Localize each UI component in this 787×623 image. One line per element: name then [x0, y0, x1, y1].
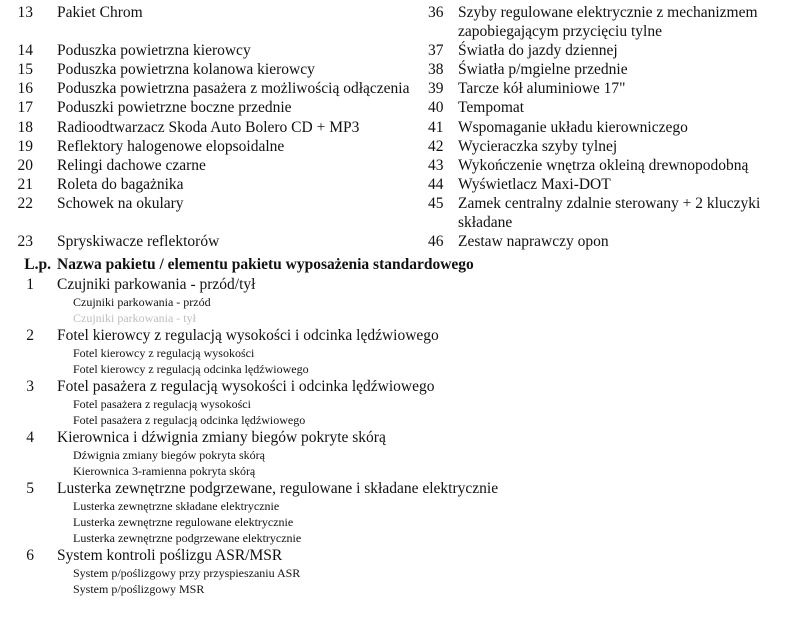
item-number: 42 — [428, 137, 444, 155]
package-name: Fotel pasażera z regulacją wysokości i odcinka lędźwiowego — [57, 378, 435, 396]
package-element: Lusterka zewnętrzne składane elektrycznie — [73, 499, 280, 514]
item-name: Światła p/mgielne przednie — [458, 60, 628, 78]
item-number: 17 — [17, 99, 33, 117]
item-name: Poduszka powietrzna kolanowa kierowcy — [57, 60, 315, 78]
item-name: Zestaw naprawczy opon — [458, 233, 609, 251]
item-name: Relingi dachowe czarne — [57, 156, 206, 174]
package-item — [0, 546, 787, 565]
table-row — [0, 99, 787, 118]
item-name: Reflektory halogenowe elopsoidalne — [57, 137, 285, 155]
package-element: Lusterka zewnętrzne podgrzewane elektrycznie — [73, 531, 302, 546]
package-number: 6 — [26, 547, 34, 565]
item-name: Wykończenie wnętrza okleiną drewnopodobną — [458, 156, 749, 174]
item-name: Schowek na okulary — [57, 195, 184, 213]
item-number: 41 — [428, 118, 444, 136]
item-number: 19 — [17, 137, 33, 155]
item-number: 22 — [17, 195, 33, 213]
item-number: 37 — [428, 41, 444, 59]
item-number: 14 — [17, 41, 33, 59]
packages-header — [0, 255, 787, 275]
item-name: Wycieraczka szyby tylnej — [458, 137, 618, 155]
item-number: 45 — [428, 195, 444, 213]
table-row — [0, 233, 787, 252]
item-number: 18 — [17, 118, 33, 136]
item-name: Wspomaganie układu kierowniczego — [458, 118, 688, 136]
package-item — [0, 479, 787, 498]
table-row — [0, 195, 787, 233]
table-row — [0, 42, 787, 61]
item-name: Spryskiwacze reflektorów — [57, 233, 220, 251]
item-name: Światła do jazdy dziennej — [458, 41, 618, 59]
header-name: Nazwa pakietu / elementu pakietu wyposażenia standardowego — [57, 256, 474, 274]
item-name: Radioodtwarzacz Skoda Auto Bolero CD + MP3 — [57, 118, 360, 136]
item-number: 44 — [428, 176, 444, 194]
package-item — [0, 275, 787, 294]
package-item — [0, 377, 787, 396]
package-element: Lusterka zewnętrzne regulowane elektrycznie — [73, 515, 294, 530]
item-name: Pakiet Chrom — [57, 4, 143, 21]
item-name: Poduszka powietrzna kierowcy — [57, 41, 251, 59]
package-name: Kierownica i dźwignia zmiany biegów pokryte skórą — [57, 429, 386, 447]
packages-list — [0, 255, 787, 597]
table-row — [0, 61, 787, 80]
item-number: 23 — [17, 233, 33, 251]
item-number: 36 — [428, 4, 444, 21]
package-number: 1 — [26, 276, 34, 294]
package-element: Czujniki parkowania - tył — [73, 311, 196, 326]
package-element: Czujniki parkowania - przód — [73, 295, 211, 310]
item-name: Szyby regulowane elektrycznie z mechanizmem zapobiegającym przycięciu tylne — [458, 4, 758, 40]
package-number: 2 — [26, 327, 34, 345]
item-number: 20 — [17, 156, 33, 174]
package-element: Fotel pasażera z regulacją odcinka lędźwiowego — [73, 413, 306, 428]
package-number: 5 — [26, 480, 34, 498]
item-number: 13 — [17, 4, 33, 21]
package-item — [0, 428, 787, 447]
item-name: Poduszki powietrzne boczne przednie — [57, 99, 292, 117]
standard-equipment-table — [0, 4, 787, 252]
package-element: Fotel pasażera z regulacją wysokości — [73, 397, 251, 412]
item-number: 15 — [17, 60, 33, 78]
item-name: Tarcze kół aluminiowe 17" — [458, 80, 626, 98]
package-name: Lusterka zewnętrzne podgrzewane, regulowane i składane elektrycznie — [57, 480, 499, 498]
package-number: 4 — [26, 429, 34, 447]
item-name: Zamek centralny zdalnie sterowany + 2 kluczyki składane — [458, 195, 761, 231]
package-name: Fotel kierowcy z regulacją wysokości i odcinka lędźwiowego — [57, 327, 439, 345]
package-element: Fotel kierowcy z regulacją odcinka lędźwiowego — [73, 362, 309, 377]
item-name: Wyświetlacz Maxi-DOT — [458, 176, 611, 194]
item-name: Poduszka powietrzna pasażera z możliwością odłączenia — [57, 80, 410, 98]
table-row — [0, 80, 787, 99]
package-element: Dźwignia zmiany biegów pokryta skórą — [73, 448, 265, 463]
item-number: 16 — [17, 80, 33, 98]
package-element: System p/poślizgowy MSR — [73, 582, 205, 597]
package-name: Czujniki parkowania - przód/tył — [57, 276, 256, 294]
table-row — [0, 138, 787, 157]
table-row — [0, 119, 787, 138]
item-name: Tempomat — [458, 99, 525, 117]
package-element: Kierownica 3-ramienna pokryta skórą — [73, 464, 256, 479]
package-element: Fotel kierowcy z regulacją wysokości — [73, 346, 255, 361]
item-number: 46 — [428, 233, 444, 251]
package-number: 3 — [26, 378, 34, 396]
table-row — [0, 4, 787, 42]
item-number: 21 — [17, 176, 33, 194]
table-row — [0, 157, 787, 176]
table-row — [0, 176, 787, 195]
package-item — [0, 326, 787, 345]
item-number: 38 — [428, 60, 444, 78]
item-name: Roleta do bagażnika — [57, 176, 184, 194]
item-number: 40 — [428, 99, 444, 117]
header-lp: L.p. — [24, 256, 51, 274]
package-element: System p/poślizgowy przy przyspieszaniu ASR — [73, 566, 301, 581]
package-name: System kontroli poślizgu ASR/MSR — [57, 547, 283, 565]
item-number: 39 — [428, 80, 444, 98]
item-number: 43 — [428, 156, 444, 174]
